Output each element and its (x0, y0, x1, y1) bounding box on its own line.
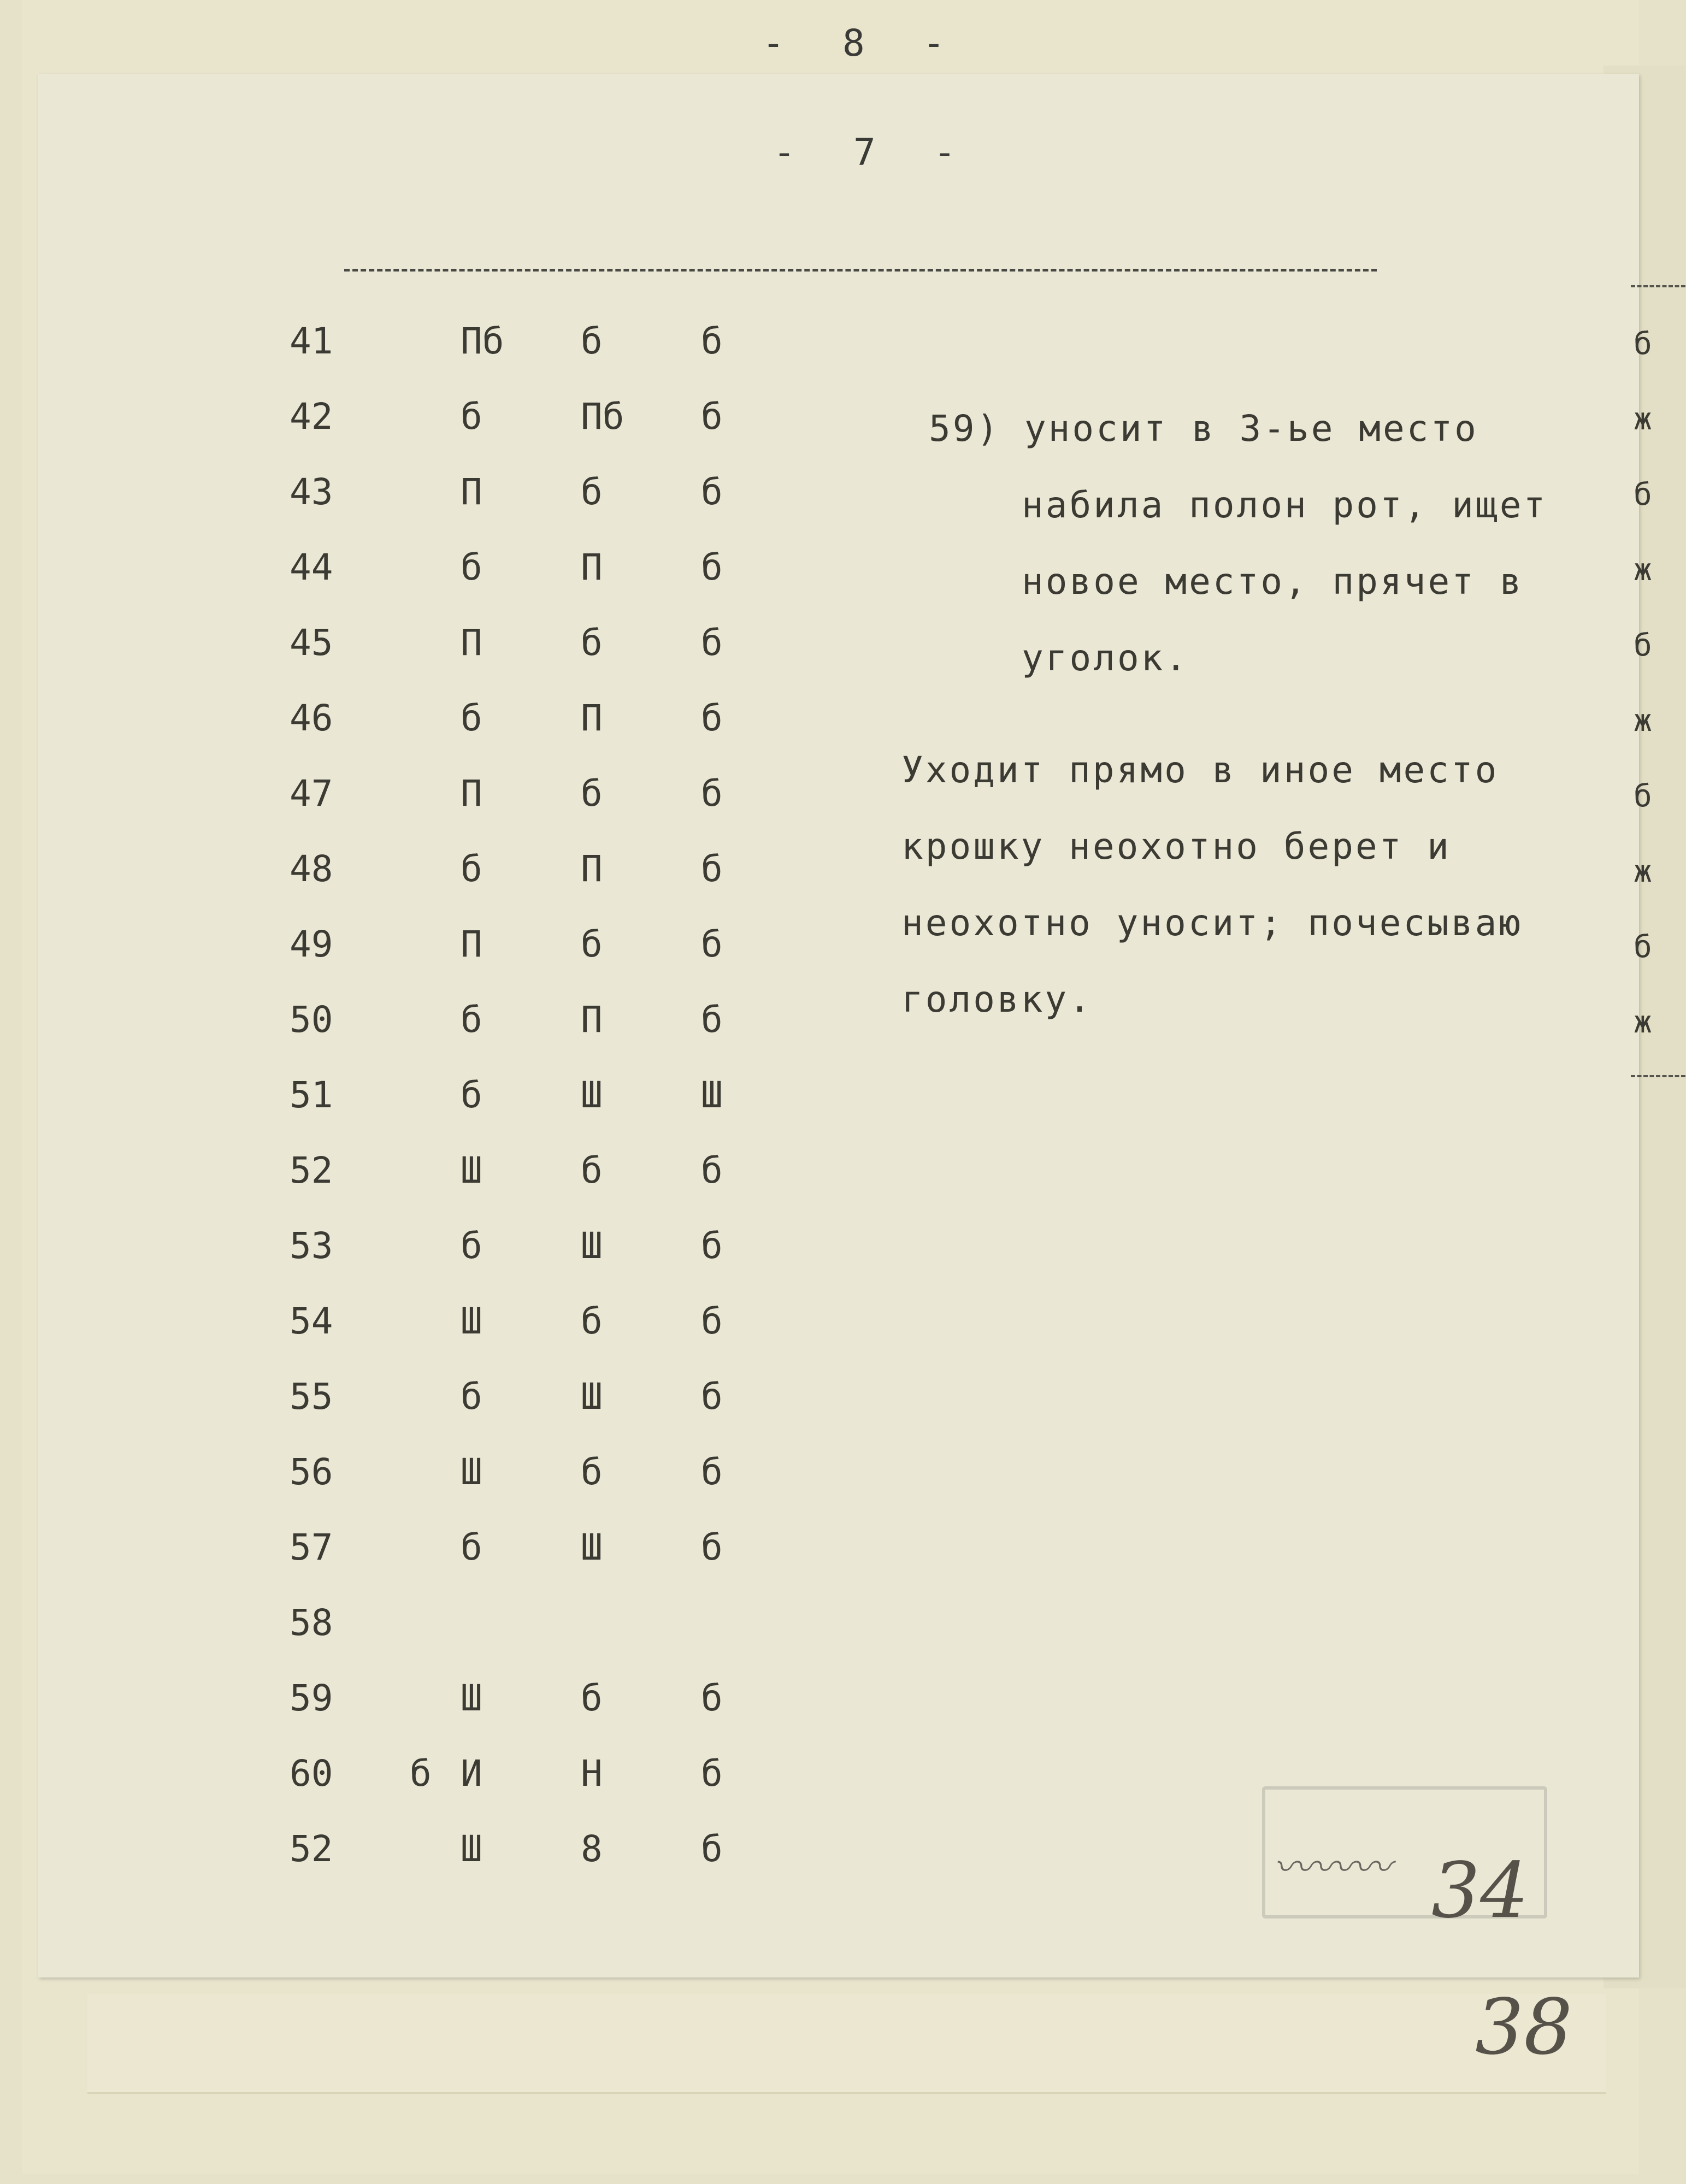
cell-c: б (701, 1300, 723, 1342)
cell-a: Ш (461, 1149, 482, 1191)
row-number: 49 (290, 923, 333, 965)
cell-b: П (581, 848, 603, 890)
cell-a: И (461, 1752, 482, 1795)
row-number: 57 (290, 1526, 333, 1568)
side-column-letter: б (1634, 628, 1652, 663)
cell-b: Ш (581, 1225, 603, 1267)
side-column-letter: б (1634, 477, 1652, 512)
note-general-line: головку. (901, 978, 1093, 1020)
side-column-letter: ж (1634, 1005, 1652, 1040)
cell-c: б (701, 1752, 723, 1795)
cell-c: б (701, 697, 723, 739)
cell-c: б (701, 622, 723, 664)
cell-c: б (701, 999, 723, 1041)
cell-a: б (461, 1074, 482, 1116)
note-general-line: неохотно уносит; почесываю (901, 902, 1523, 944)
row-number: 47 (290, 772, 333, 814)
row-number: 43 (290, 471, 333, 513)
cell-b: П (581, 546, 603, 588)
cell-a: б (461, 396, 482, 438)
row-number: 48 (290, 848, 333, 890)
cell-b: б (581, 622, 603, 664)
cell-extra: б (410, 1752, 432, 1795)
cell-a: Ш (461, 1300, 482, 1342)
cell-b: б (581, 320, 603, 362)
row-number: 44 (290, 546, 333, 588)
cell-b: б (581, 1451, 603, 1493)
cell-a: б (461, 848, 482, 890)
cell-c: б (701, 1149, 723, 1191)
note-59-line: уголок. (1022, 637, 1189, 679)
cell-a: б (461, 546, 482, 588)
cell-a: П (461, 622, 482, 664)
row-number: 55 (290, 1376, 333, 1418)
row-number: 51 (290, 1074, 333, 1116)
cell-a: б (461, 697, 482, 739)
cell-c: б (701, 1677, 723, 1719)
cell-b: Ш (581, 1074, 603, 1116)
cell-b: Пб (581, 396, 624, 438)
cell-c: б (701, 848, 723, 890)
side-column-letter: ж (1634, 703, 1652, 739)
cell-a: Пб (461, 320, 504, 362)
cell-c: б (701, 396, 723, 438)
cell-b: б (581, 923, 603, 965)
outer-page-number: - 8 - (762, 22, 950, 65)
row-number: 41 (290, 320, 333, 362)
row-number: 60 (290, 1752, 333, 1795)
cell-c: б (701, 1225, 723, 1267)
side-rule-top (1631, 285, 1685, 287)
cell-c: б (701, 772, 723, 814)
side-column-letter: б (1634, 929, 1652, 965)
cell-a: б (461, 1376, 482, 1418)
cell-b: П (581, 999, 603, 1041)
row-number: 54 (290, 1300, 333, 1342)
row-number: 59 (290, 1677, 333, 1719)
inner-page-number: - 7 - (773, 131, 960, 174)
header-rule (344, 269, 1377, 271)
signature-scribble: 〰〰〰 (1273, 1844, 1392, 1890)
side-column-letter: б (1634, 326, 1652, 362)
row-number: 56 (290, 1451, 333, 1493)
side-column-letter: б (1634, 778, 1652, 814)
cell-c: Ш (701, 1074, 723, 1116)
cell-c: б (701, 320, 723, 362)
cell-b: б (581, 1677, 603, 1719)
side-column-letter: ж (1634, 402, 1652, 437)
side-column-letter: ж (1634, 854, 1652, 889)
side-column-letter: ж (1634, 552, 1652, 588)
cell-a: П (461, 471, 482, 513)
cell-b: Ш (581, 1376, 603, 1418)
cell-c: б (701, 1376, 723, 1418)
archive-number-secondary: 38 (1475, 1983, 1573, 2072)
cell-b: б (581, 1300, 603, 1342)
row-number: 52 (290, 1828, 333, 1870)
cell-c: б (701, 1451, 723, 1493)
note-general-line: Уходит прямо в иное место (901, 749, 1499, 791)
back-sheet-edge (87, 1994, 1606, 2094)
note-59-line: новое место, прячет в (1022, 560, 1524, 603)
cell-a: Ш (461, 1677, 482, 1719)
row-number: 42 (290, 396, 333, 438)
cell-a: б (461, 1225, 482, 1267)
archive-number-primary: 34 (1431, 1846, 1529, 1935)
cell-b: П (581, 697, 603, 739)
cell-a: П (461, 923, 482, 965)
document-page (38, 74, 1639, 1978)
cell-a: Ш (461, 1451, 482, 1493)
row-number: 46 (290, 697, 333, 739)
cell-c: б (701, 1526, 723, 1568)
cell-b: б (581, 1149, 603, 1191)
cell-a: Ш (461, 1828, 482, 1870)
cell-b: Ш (581, 1526, 603, 1568)
note-general-line: крошку неохотно берет и (901, 825, 1451, 867)
cell-a: П (461, 772, 482, 814)
note-59-line: набила полон рот, ищет (1022, 484, 1548, 526)
cell-b: 8 (581, 1828, 603, 1870)
row-number: 50 (290, 999, 333, 1041)
row-number: 58 (290, 1602, 333, 1644)
cell-b: б (581, 772, 603, 814)
note-59-line: 59) уносит в 3-ье место (929, 408, 1478, 450)
cell-c: б (701, 923, 723, 965)
side-rule-bottom (1631, 1075, 1685, 1077)
row-number: 52 (290, 1149, 333, 1191)
row-number: 53 (290, 1225, 333, 1267)
cell-a: б (461, 1526, 482, 1568)
cell-c: б (701, 546, 723, 588)
cell-c: б (701, 1828, 723, 1870)
cell-a: б (461, 999, 482, 1041)
cell-c: б (701, 471, 723, 513)
cell-b: Н (581, 1752, 603, 1795)
cell-b: б (581, 471, 603, 513)
row-number: 45 (290, 622, 333, 664)
